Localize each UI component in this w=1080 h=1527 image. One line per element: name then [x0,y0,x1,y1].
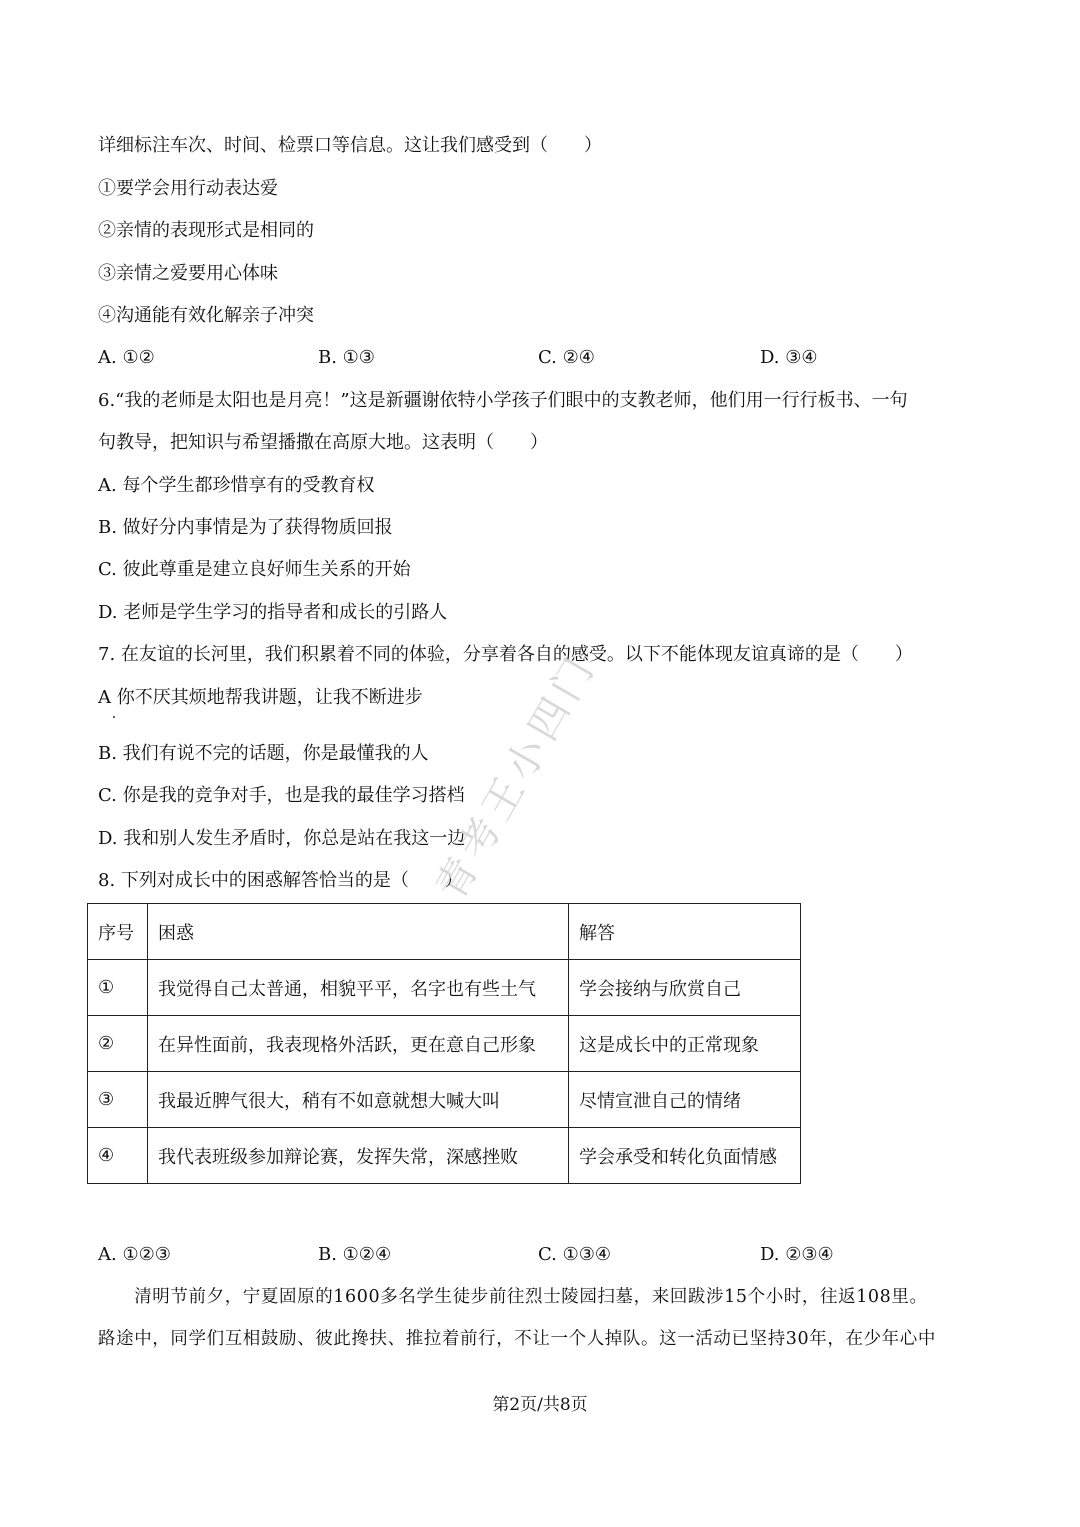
row-answer: 学会接纳与欣赏自己 [569,960,801,1016]
page-footer: 第2页/共8页 [492,1395,588,1415]
q7-option-d[interactable]: D. 我和别人发生矛盾时，你总是站在我这一边 [98,828,466,849]
passage-line2: 路途中，同学们互相鼓励、彼此搀扶、推拉着前行，不让一个人掉队。这一活动已坚持30年，在少年心中 [98,1329,936,1349]
q5-statement-2: ②亲情的表现形式是相同的 [98,220,314,241]
row-index: ① [88,960,148,1016]
table-row [88,960,801,1016]
header-confusion: 困惑 [148,904,569,960]
q7-option-b[interactable]: B. 我们有说不完的话题，你是最懂我的人 [98,743,429,764]
row-answer: 学会承受和转化负面情感 [569,1128,801,1184]
q5-stem-tail: 详细标注车次、时间、检票口等信息。这让我们感受到（ ） [98,135,602,156]
q5-statement-3: ③亲情之爱要用心体味 [98,263,278,284]
q5-option-d[interactable]: D. ③④ [760,347,818,368]
row-confusion: 在异性面前，我表现格外活跃，更在意自己形象 [148,1016,569,1072]
q8-option-a[interactable]: A. ①②③ [98,1244,171,1265]
q5-options [98,346,998,370]
q5-statement-1: ①要学会用行动表达爱 [98,178,278,199]
q7-stem: 7. 在友谊的长河里，我们积累着不同的体验，分享着各自的感受。以下不能体现友谊真谛的是（ ） [98,644,913,665]
row-index: ③ [88,1072,148,1128]
q8-stem: 8. 下列对成长中的困惑解答恰当的是（ ） [98,870,463,891]
row-index: ② [88,1016,148,1072]
q5-statement-4: ④沟通能有效化解亲子冲突 [98,305,314,326]
q8-option-b[interactable]: B. ①②④ [318,1244,392,1265]
q5-option-b[interactable]: B. ①③ [318,347,375,368]
table-header-row [88,904,801,960]
q8-option-d[interactable]: D. ②③④ [760,1244,834,1265]
q5-option-a[interactable]: A. ①② [98,347,155,368]
row-index: ④ [88,1128,148,1184]
watermark: 青考王小四门 [427,645,606,908]
q6-stem-line2: 句教导，把知识与希望播撒在高原大地。这表明（ ） [98,432,548,453]
stray-dot [113,716,115,718]
table-row [88,1072,801,1128]
table-row [88,1016,801,1072]
q6-option-d[interactable]: D. 老师是学生学习的指导者和成长的引路人 [98,602,448,623]
q8-table [87,903,801,1184]
q7-option-c[interactable]: C. 你是我的竞争对手，也是我的最佳学习搭档 [98,785,465,806]
q8-option-c[interactable]: C. ①③④ [538,1244,611,1265]
row-confusion: 我最近脾气很大，稍有不如意就想大喊大叫 [148,1072,569,1128]
q8-options [98,1243,998,1267]
q6-stem-line1: 6.“我的老师是太阳也是月亮！”这是新疆谢依特小学孩子们眼中的支教老师，他们用一行行板书、一句 [98,390,908,411]
header-answer: 解答 [569,904,801,960]
passage-line1: 清明节前夕，宁夏固原的1600多名学生徒步前往烈士陵园扫墓，来回跋涉15个小时，往返108里。 [98,1287,928,1307]
q6-option-a[interactable]: A. 每个学生都珍惜享有的受教育权 [98,475,375,496]
row-confusion: 我觉得自己太普通，相貌平平，名字也有些土气 [148,960,569,1016]
table-row [88,1128,801,1184]
q6-option-c[interactable]: C. 彼此尊重是建立良好师生关系的开始 [98,559,411,580]
q7-option-a[interactable]: A 你不厌其烦地帮我讲题，让我不断进步 [98,687,423,708]
q5-option-c[interactable]: C. ②④ [538,347,595,368]
row-answer: 这是成长中的正常现象 [569,1016,801,1072]
row-confusion: 我代表班级参加辩论赛，发挥失常，深感挫败 [148,1128,569,1184]
row-answer: 尽情宣泄自己的情绪 [569,1072,801,1128]
header-index: 序号 [88,904,148,960]
q6-option-b[interactable]: B. 做好分内事情是为了获得物质回报 [98,517,393,538]
